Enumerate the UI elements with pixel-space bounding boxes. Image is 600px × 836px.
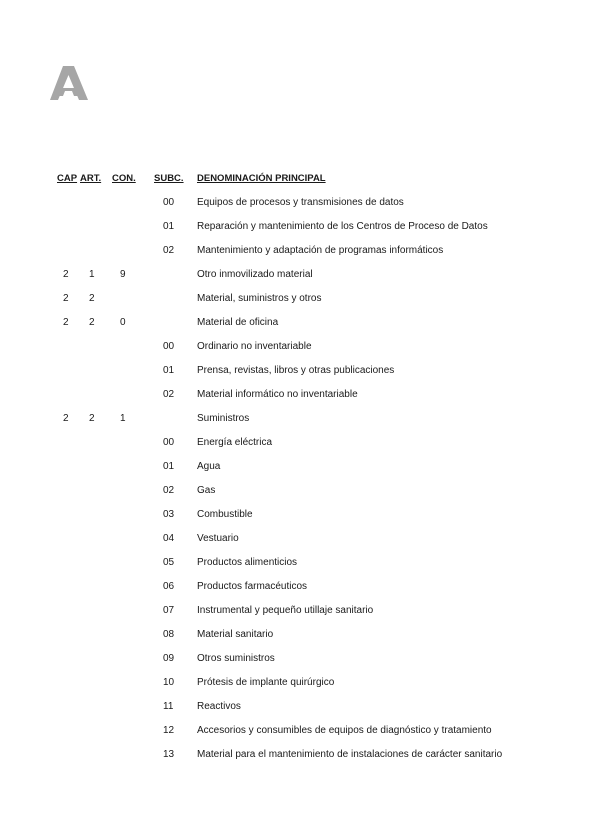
- table-row: [0, 312, 600, 336]
- table-row: [0, 216, 600, 240]
- row-denominacion: Vestuario: [197, 533, 239, 544]
- table-row: [0, 600, 600, 624]
- row-denominacion: Otros suministros: [197, 653, 275, 664]
- row-denominacion: Gas: [197, 485, 216, 496]
- header-denominacion: DENOMINACIÓN PRINCIPAL: [197, 173, 326, 184]
- row-subc: 08: [163, 629, 175, 640]
- table-row: [0, 576, 600, 600]
- header-cap: CAP: [57, 173, 78, 184]
- row-denominacion: Mantenimiento y adaptación de programas informáticos: [197, 245, 444, 256]
- row-subc: 02: [163, 245, 175, 256]
- table-body: [0, 192, 600, 768]
- table-row: [0, 288, 600, 312]
- row-denominacion: Reparación y mantenimiento de los Centros de Proceso de Datos: [197, 221, 488, 232]
- budget-classification-table: [0, 168, 600, 768]
- row-denominacion: Material informático no inventariable: [197, 389, 358, 400]
- row-denominacion: Productos alimenticios: [197, 557, 298, 568]
- row-subc: 01: [163, 221, 175, 232]
- row-subc: 07: [163, 605, 175, 616]
- row-art: 2: [89, 413, 95, 424]
- table-row: [0, 504, 600, 528]
- table-header-row: [0, 168, 600, 192]
- row-con: 9: [120, 269, 126, 280]
- row-denominacion: Prótesis de implante quirúrgico: [197, 677, 335, 688]
- row-con: 1: [120, 413, 126, 424]
- row-cap: 2: [63, 317, 69, 328]
- row-art: 2: [89, 293, 95, 304]
- header-con: CON.: [112, 173, 136, 184]
- row-denominacion: Otro inmovilizado material: [197, 269, 313, 280]
- row-art: 1: [89, 269, 95, 280]
- row-subc: 12: [163, 725, 175, 736]
- row-subc: 04: [163, 533, 175, 544]
- row-denominacion: Combustible: [197, 509, 253, 520]
- row-subc: 01: [163, 461, 175, 472]
- row-cap: 2: [63, 413, 69, 424]
- table-row: [0, 432, 600, 456]
- row-denominacion: Ordinario no inventariable: [197, 341, 312, 352]
- table-row: [0, 720, 600, 744]
- table-row: [0, 696, 600, 720]
- table-row: [0, 648, 600, 672]
- table-row: [0, 480, 600, 504]
- logo-svg: [50, 66, 90, 102]
- row-subc: 01: [163, 365, 175, 376]
- row-subc: 00: [163, 341, 175, 352]
- row-denominacion: Accesorios y consumibles de equipos de diagnóstico y tratamiento: [197, 725, 492, 736]
- row-denominacion: Material para el mantenimiento de instalaciones de carácter sanitario: [197, 749, 503, 760]
- header-art: ART.: [80, 173, 102, 184]
- row-denominacion: Material, suministros y otros: [197, 293, 322, 304]
- row-subc: 00: [163, 437, 175, 448]
- row-subc: 03: [163, 509, 175, 520]
- table-row: [0, 384, 600, 408]
- table-row: [0, 456, 600, 480]
- row-denominacion: Productos farmacéuticos: [197, 581, 308, 592]
- row-subc: 02: [163, 485, 175, 496]
- row-cap: 2: [63, 293, 69, 304]
- table-row: [0, 360, 600, 384]
- header-subc: SUBC.: [154, 173, 184, 184]
- row-subc: 13: [163, 749, 175, 760]
- row-denominacion: Material sanitario: [197, 629, 274, 640]
- table-row: [0, 624, 600, 648]
- row-subc: 00: [163, 197, 175, 208]
- junta-andalucia-logo-icon: [50, 66, 90, 102]
- table-row: [0, 240, 600, 264]
- row-subc: 06: [163, 581, 175, 592]
- row-denominacion: Reactivos: [197, 701, 241, 712]
- row-denominacion: Agua: [197, 461, 221, 472]
- row-subc: 09: [163, 653, 175, 664]
- table-row: [0, 528, 600, 552]
- table-row: [0, 192, 600, 216]
- table-row: [0, 744, 600, 768]
- row-denominacion: Suministros: [197, 413, 250, 424]
- row-con: 0: [120, 317, 126, 328]
- row-subc: 11: [163, 701, 174, 712]
- table-row: [0, 336, 600, 360]
- row-denominacion: Instrumental y pequeño utillaje sanitario: [197, 605, 374, 616]
- table-row: [0, 672, 600, 696]
- row-denominacion: Equipos de procesos y transmisiones de datos: [197, 197, 404, 208]
- row-denominacion: Prensa, revistas, libros y otras publicaciones: [197, 365, 395, 376]
- table-row: [0, 408, 600, 432]
- row-denominacion: Energía eléctrica: [197, 437, 273, 448]
- table-row: [0, 552, 600, 576]
- row-art: 2: [89, 317, 95, 328]
- table-row: [0, 264, 600, 288]
- row-subc: 05: [163, 557, 175, 568]
- row-subc: 10: [163, 677, 175, 688]
- row-cap: 2: [63, 269, 69, 280]
- row-denominacion: Material de oficina: [197, 317, 279, 328]
- row-subc: 02: [163, 389, 175, 400]
